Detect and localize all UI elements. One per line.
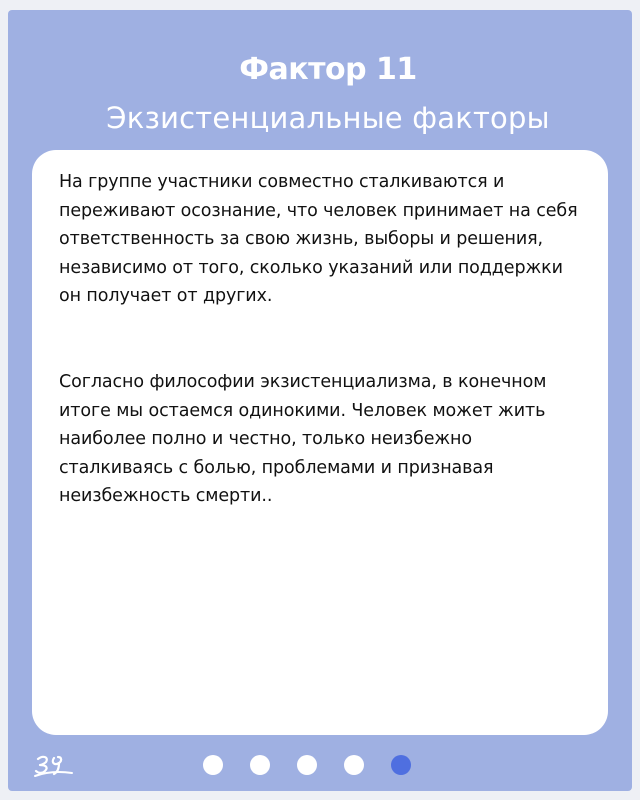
slide-subtitle: Экзистенциальные факторы xyxy=(106,101,550,135)
content-card xyxy=(32,150,608,735)
slide-title: Фактор 11 xyxy=(239,52,417,87)
pagination-dot-2[interactable] xyxy=(250,755,270,775)
paragraph-1: На группе участники совместно сталкиваются и переживают осознание, что человек принимает на себя ответственность за свою жизнь, выборы и решения, независимо от того, сколько указаний или поддержки он получает от других. xyxy=(59,172,578,307)
signature-logo-icon xyxy=(32,750,78,780)
pagination-dots xyxy=(203,755,411,775)
paragraph-2: Согласно философии экзистенциализма, в конечном итоге мы остаемся одинокими. Человек может жить наиболее полно и честно, только неизбежно сталкиваясь с болью, проблемами и признавая неизбежность смерти.. xyxy=(59,372,547,507)
pagination-dot-3[interactable] xyxy=(297,755,317,775)
pagination-dot-4[interactable] xyxy=(344,755,364,775)
pagination-dot-1[interactable] xyxy=(203,755,223,775)
pagination-dot-5-active[interactable] xyxy=(391,755,411,775)
